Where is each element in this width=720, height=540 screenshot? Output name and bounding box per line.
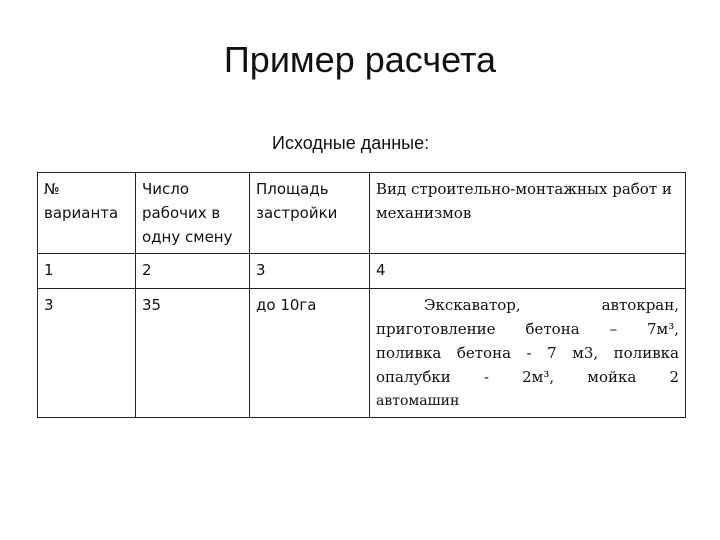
works-line: опалубки - 2м³, мойка 2 xyxy=(376,368,679,386)
table-row xyxy=(38,289,686,418)
header-workers: Число рабочих в одну смену xyxy=(136,173,250,254)
cell-variant: 3 xyxy=(38,289,136,418)
works-line: автомашин xyxy=(376,393,460,409)
header-works: Вид строительно-монтажных работ и механизмов xyxy=(370,173,686,254)
numbering-cell: 2 xyxy=(136,254,250,289)
table-numbering-row xyxy=(38,254,686,289)
table-header-row xyxy=(38,173,686,254)
numbering-cell: 4 xyxy=(370,254,686,289)
cell-workers: 35 xyxy=(136,289,250,418)
works-line: приготовление бетона – 7м³, xyxy=(376,320,679,338)
page-subtitle: Исходные данные: xyxy=(272,133,430,153)
page-title: Пример расчета xyxy=(223,39,497,80)
header-area: Площадь застройки xyxy=(250,173,370,254)
numbering-cell: 1 xyxy=(38,254,136,289)
cell-works xyxy=(370,289,686,418)
header-variant: № варианта xyxy=(38,173,136,254)
works-line: поливка бетона - 7 м3, поливка xyxy=(376,344,679,362)
cell-area: до 10га xyxy=(250,289,370,418)
data-table xyxy=(37,172,686,418)
works-line: Экскаватор, автокран, xyxy=(424,296,679,314)
numbering-cell: 3 xyxy=(250,254,370,289)
